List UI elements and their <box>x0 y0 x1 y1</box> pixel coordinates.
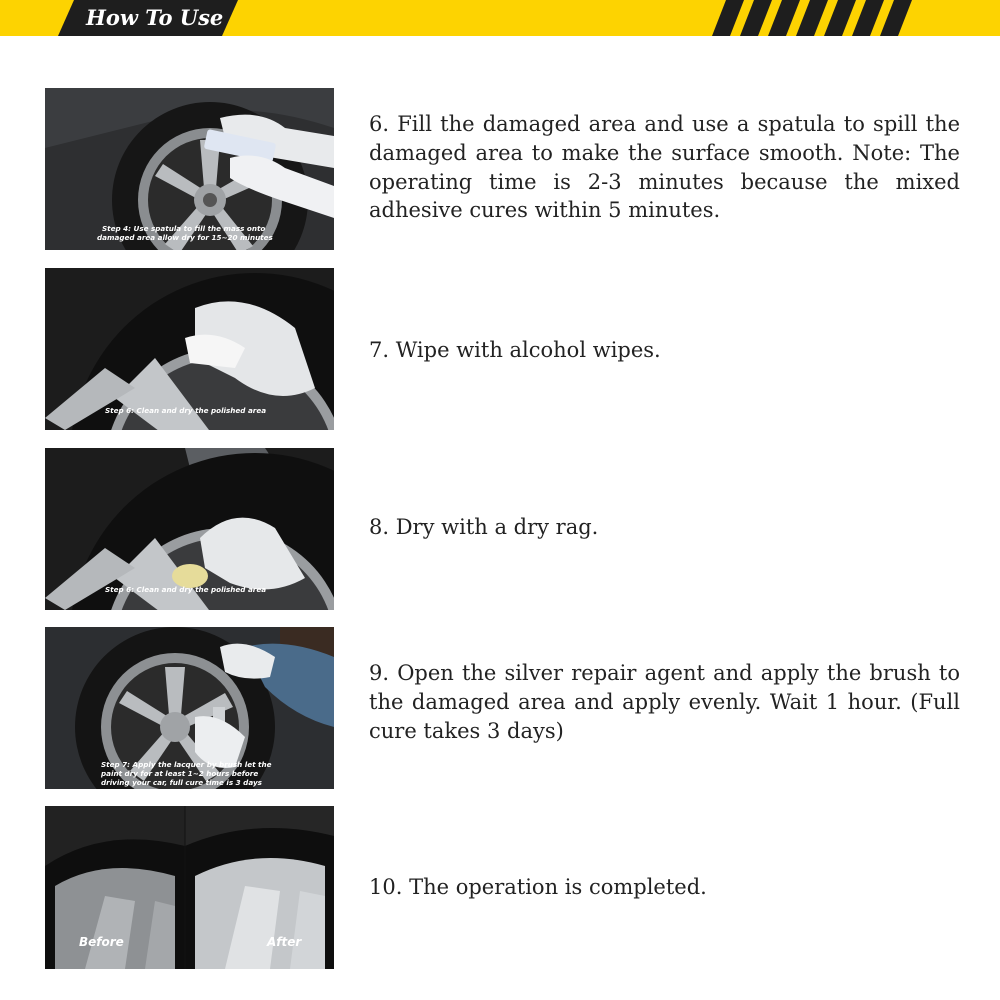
step-9-caption-line-2: paint dry for at least 1~2 hours before <box>101 769 259 778</box>
step-8-text: 8. Dry with a dry rag. <box>369 515 599 539</box>
step-8-photo <box>45 448 334 610</box>
step-9-caption-line-1: Step 7: Apply the lacquer by brush let the <box>101 760 272 769</box>
header-banner <box>0 0 1000 36</box>
step-6-photo <box>45 88 334 250</box>
step-7-text: 7. Wipe with alcohol wipes. <box>369 338 661 362</box>
page-title: How To Use <box>86 5 224 30</box>
step-10-text: 10. The operation is completed. <box>369 875 707 899</box>
step-6-caption-line-1: Step 4: Use spatula to fill the mass onto <box>102 224 266 233</box>
step-9-photo <box>45 627 334 789</box>
hazard-stripes <box>0 0 1000 36</box>
step-6-text: 6. Fill the damaged area and use a spatula to spill the damaged area to make the surface smooth. Note: The operating time is 2-3 minutes because the mixed adhesive cures within 5 minutes. <box>369 112 960 223</box>
step-7-caption: Step 6: Clean and dry the polished area <box>105 406 267 415</box>
step-7-photo <box>45 268 334 430</box>
step-9-caption-line-3: driving your car, full cure time is 3 days <box>101 778 262 787</box>
step-8-caption: Step 6: Clean and dry the polished area <box>105 585 267 594</box>
step-6-caption-line-2: damaged area allow dry for 15~20 minutes <box>97 233 273 242</box>
step-9-text: 9. Open the silver repair agent and apply the brush to the damaged area and apply evenly. Wait 1 hour. (Full cure takes 3 days) <box>369 661 960 743</box>
after-label: After <box>267 935 302 949</box>
before-label: Before <box>79 935 124 949</box>
step-10-photo <box>45 806 334 969</box>
